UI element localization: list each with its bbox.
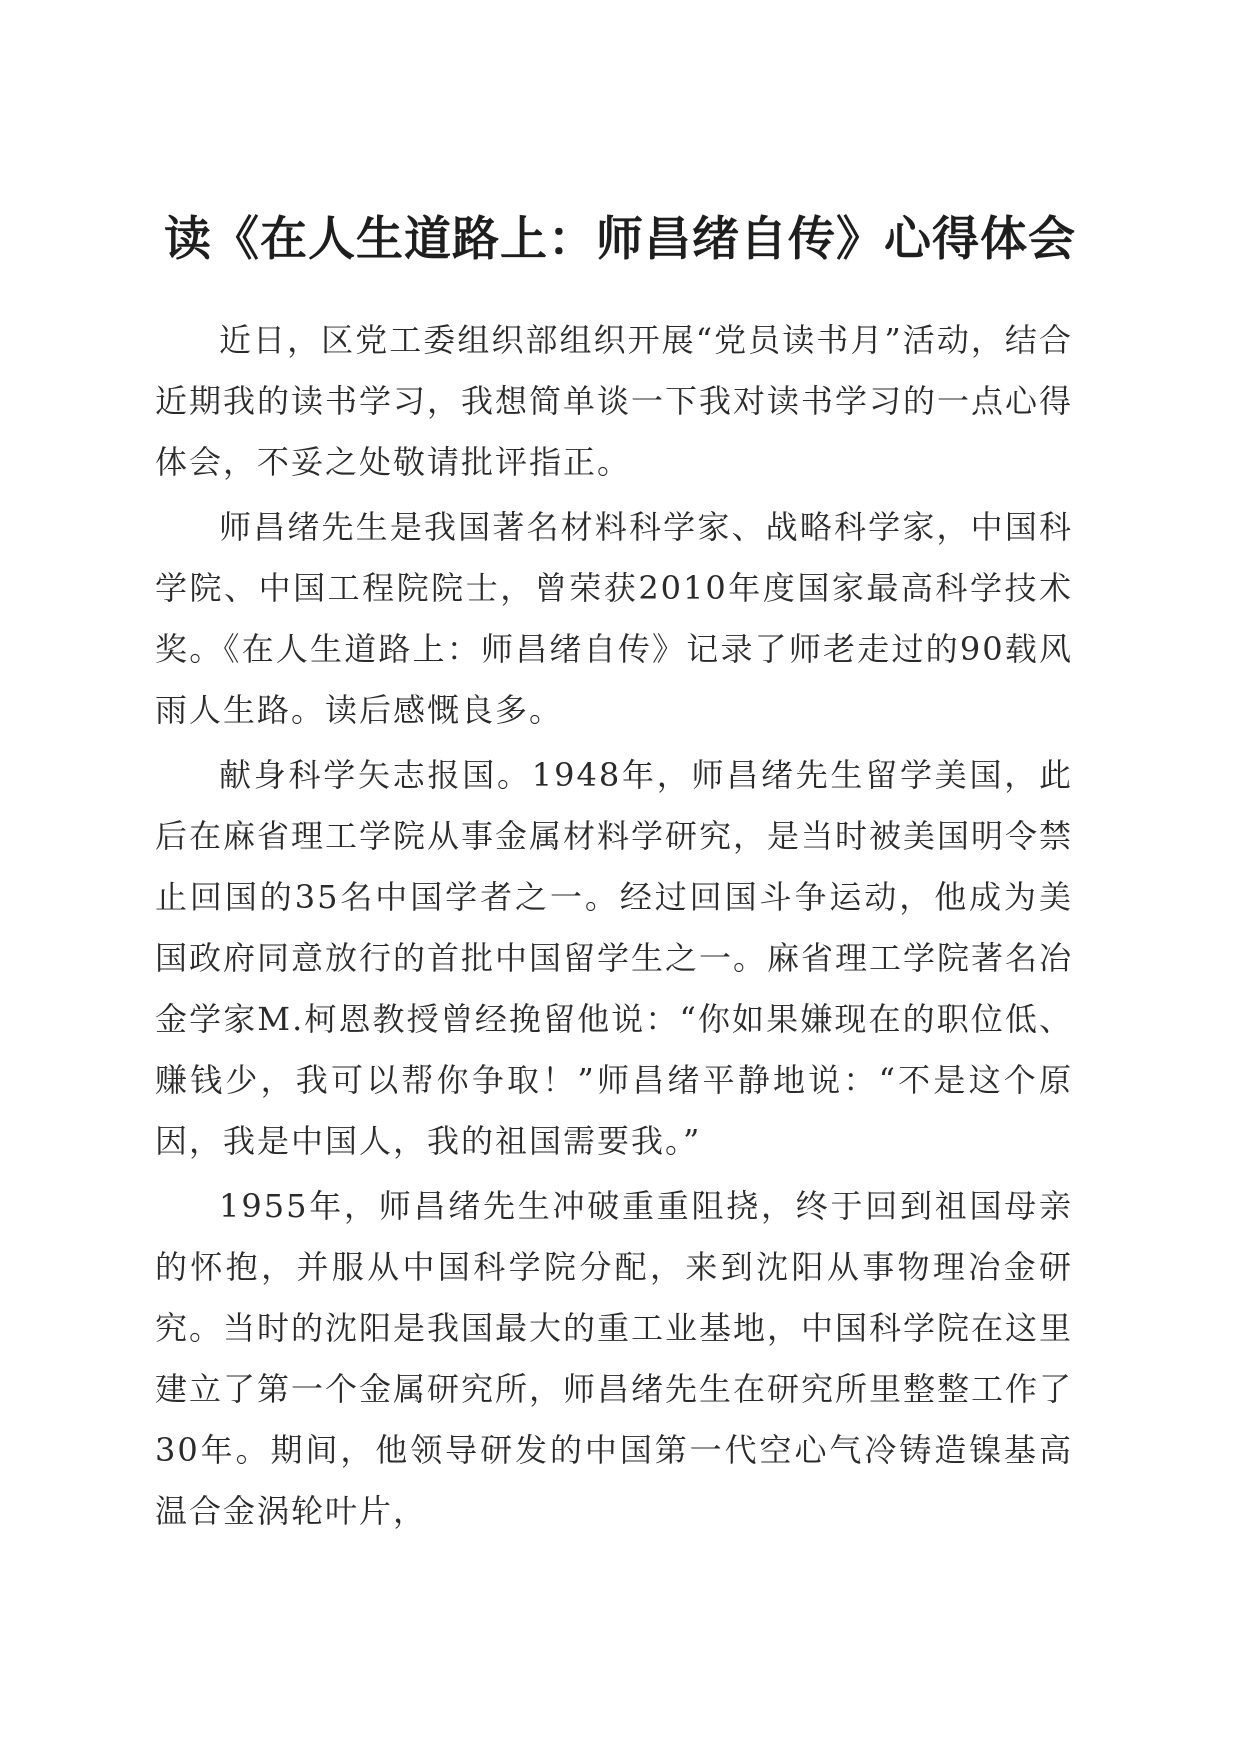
paragraph-return-1955: 1955年，师昌绪先生冲破重重阻挠，终于回到祖国母亲的怀抱，并服从中国科学院分配，来到沈阳从事物理冶金研究。当时的沈阳是我国最大的重工业基地，中国科学院在这里建立了第一个金属研究所，师昌绪先生在研究所里整整工作了30年。期间，他领导研发的中国第一代空心气冷铸造镍基高温合金涡轮叶片， — [155, 1187, 1074, 1530]
paragraph-dedication: 献身科学矢志报国。1948年，师昌绪先生留学美国，此后在麻省理工学院从事金属材料学研究，是当时被美国明令禁止回国的35名中国学者之一。经过回国斗争运动，他成为美国政府同意放行的首批中国留学生之一。麻省理工学院著名冶金学家M.柯恩教授曾经挽留他说：“你如果嫌现在的职位低、赚钱少，我可以帮你争取！”师昌绪平静地说：“不是这个原因，我是中国人，我的祖国需要我。” — [155, 756, 1074, 1160]
document-body — [155, 310, 1073, 1546]
paragraph-biography: 师昌绪先生是我国著名材料科学家、战略科学家，中国科学院、中国工程院院士，曾荣获2010年度国家最高科学技术奖。《在人生道路上：师昌绪自传》记录了师老走过的90载风雨人生路。读后感慨良多。 — [155, 508, 1073, 729]
document-title: 读《在人生道路上：师昌绪自传》心得体会 — [164, 212, 1076, 267]
paragraph-intro: 近日，区党工委组织部组织开展“党员读书月”活动，结合近期我的读书学习，我想简单谈一下我对读书学习的一点心得体会，不妥之处敬请批评指正。 — [155, 321, 1074, 481]
